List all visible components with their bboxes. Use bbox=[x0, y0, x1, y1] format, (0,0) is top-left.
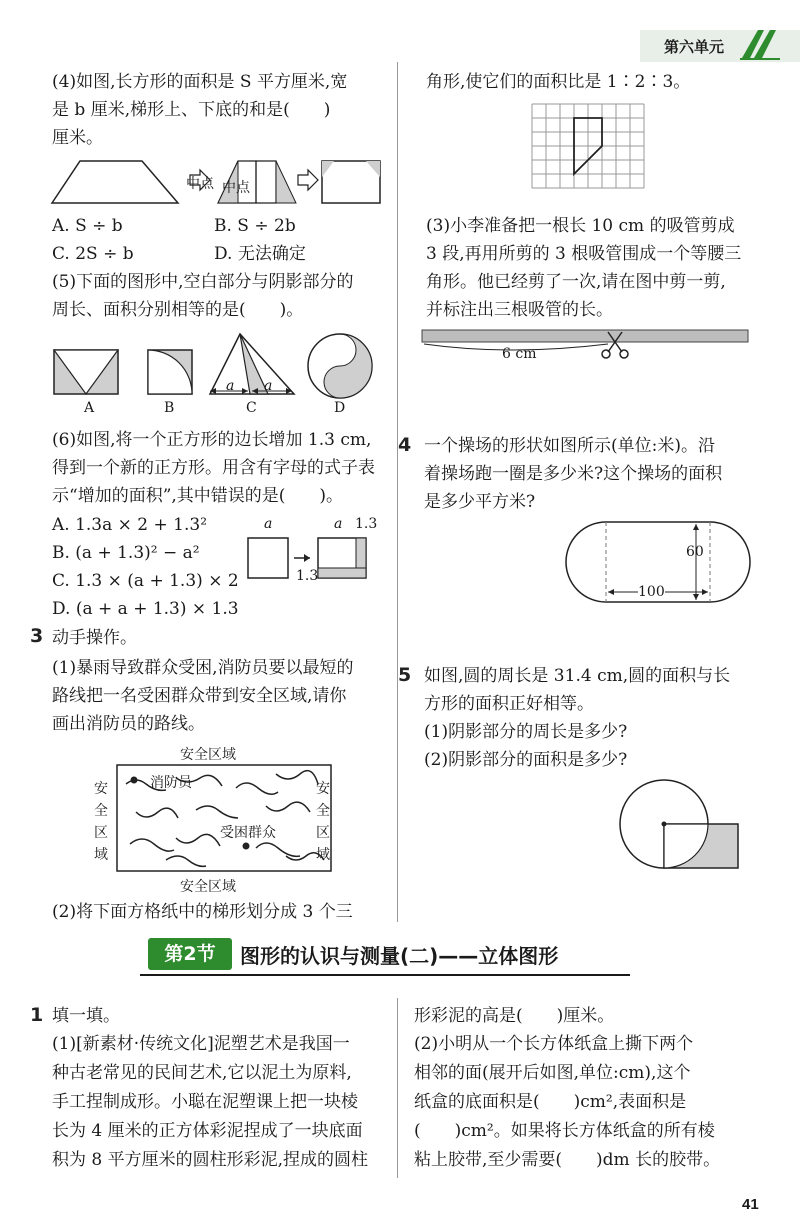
section-3-title: 动手操作。 bbox=[52, 628, 137, 648]
bottom-q2-line2: 相邻的面(展开后如图,单位:cm),这个 bbox=[414, 1063, 691, 1083]
page-number: 41 bbox=[742, 1196, 759, 1213]
bottom-q1-line4: 长为 4 厘米的正方体彩泥捏成了一块底面 bbox=[52, 1121, 363, 1141]
bottom-column-divider bbox=[397, 998, 398, 1178]
q4-line3: 厘米。 bbox=[52, 128, 103, 148]
q6-line2: 得到一个新的正方形。用含有字母的式子表 bbox=[52, 458, 375, 478]
s5-q1: (1)阴影部分的周长是多少? bbox=[424, 722, 628, 742]
grid-paper-figure bbox=[532, 104, 648, 198]
rescue-map bbox=[116, 764, 332, 872]
q6-option-b[interactable]: B. (a + 1.3)² − a² bbox=[52, 543, 200, 563]
straw-figure bbox=[420, 328, 750, 362]
s4-line1: 一个操场的形状如图所示(单位:米)。沿 bbox=[424, 436, 715, 456]
s3-q2-line1: (2)将下面方格纸中的梯形划分成 3 个三 bbox=[52, 902, 353, 922]
q5-label-c: C bbox=[246, 400, 257, 416]
section-title: 图形的认识与测量(二)——立体图形 bbox=[240, 944, 559, 968]
q4-midpoint-label-1: 中点 bbox=[186, 176, 214, 192]
s3-q1-line1: (1)暴雨导致群众受困,消防员要以最短的 bbox=[52, 658, 354, 678]
q4-option-b[interactable]: B. S ÷ 2b bbox=[214, 216, 296, 236]
s5-line2: 方形的面积正好相等。 bbox=[424, 694, 594, 714]
unit-title: 第六单元 bbox=[664, 38, 725, 56]
bottom-q1-line1: (1)[新素材·传统文化]泥塑艺术是我国一 bbox=[52, 1034, 350, 1054]
bottom-q1-continuation: 形彩泥的高是( )厘米。 bbox=[414, 1006, 615, 1026]
s4-line2: 着操场跑一圈是多少米?这个操场的面积 bbox=[424, 464, 723, 484]
s3-q1-line3: 画出消防员的路线。 bbox=[52, 714, 205, 734]
bottom-q2-line4: ( )cm²。如果将长方体纸盒的所有棱 bbox=[414, 1121, 715, 1141]
q4-midpoint-label-2: 中点 bbox=[222, 180, 250, 196]
q5-seg-label-1: a bbox=[226, 378, 235, 394]
q4-line2: 是 b 厘米,梯形上、下底的和是( ) bbox=[52, 100, 331, 120]
q5-label-b: B bbox=[164, 400, 175, 416]
q6-line1: (6)如图,将一个正方形的边长增加 1.3 cm, bbox=[52, 430, 372, 450]
bottom-section-1-number: 1 bbox=[30, 1004, 44, 1026]
q6-side-13-left: 1.3 bbox=[296, 568, 319, 584]
q4-trapezoid-figure bbox=[50, 155, 380, 210]
q4-option-a[interactable]: A. S ÷ b bbox=[52, 216, 123, 236]
q6-side-a-1: a bbox=[264, 516, 273, 532]
straw-length-label: 6 cm bbox=[502, 346, 537, 362]
bottom-q1-line3: 手工捏制成形。小聪在泥塑课上把一块棱 bbox=[52, 1092, 358, 1112]
q5-label-d: D bbox=[334, 400, 346, 416]
q5-line2: 周长、面积分别相等的是( )。 bbox=[52, 300, 304, 320]
q6-option-d[interactable]: D. (a + a + 1.3) × 1.3 bbox=[52, 599, 239, 619]
q6-line3: 示“增加的面积”,其中错误的是( )。 bbox=[52, 486, 344, 506]
q3-line1: (3)小李准备把一根长 10 cm 的吸管剪成 bbox=[426, 216, 735, 236]
s3-q1-line2: 路线把一名受困群众带到安全区域,请你 bbox=[52, 686, 347, 706]
track-height-label: 60 bbox=[686, 544, 704, 560]
s5-line1: 如图,圆的周长是 31.4 cm,圆的面积与长 bbox=[424, 666, 731, 686]
bottom-q2-line1: (2)小明从一个长方体纸盒上撕下两个 bbox=[414, 1034, 694, 1054]
section-badge: 第2节 bbox=[148, 938, 232, 970]
bottom-q1-line2: 种古老常见的民间艺术,它以泥土为原料, bbox=[52, 1063, 352, 1083]
column-divider bbox=[397, 62, 398, 922]
circle-rectangle-figure bbox=[618, 778, 742, 872]
q5-seg-label-2: a bbox=[264, 378, 273, 394]
unit-logo-icon bbox=[740, 26, 780, 60]
q6-side-13-top: 1.3 bbox=[355, 516, 378, 532]
q3-line3: 角形。他已经剪了一次,请在图中剪一剪, bbox=[426, 272, 726, 292]
q4-line1: (4)如图,长方形的面积是 S 平方厘米,宽 bbox=[52, 72, 348, 92]
q6-side-a-2: a bbox=[334, 516, 343, 532]
q4-option-d[interactable]: D. 无法确定 bbox=[214, 244, 306, 264]
q3-line4: 并标注出三根吸管的长。 bbox=[426, 300, 613, 320]
section-4-number: 4 bbox=[398, 434, 412, 456]
bottom-q2-line5: 粘上胶带,至少需要( )dm 长的胶带。 bbox=[414, 1150, 721, 1170]
s5-q2: (2)阴影部分的面积是多少? bbox=[424, 750, 628, 770]
map-right-label: 安全区域 bbox=[316, 781, 330, 863]
track-width-label: 100 bbox=[638, 584, 665, 600]
section-5-number: 5 bbox=[398, 664, 412, 686]
q5-label-a: A bbox=[84, 400, 95, 416]
map-left-label: 安全区域 bbox=[94, 781, 108, 863]
q5-dimension-arrows bbox=[208, 386, 294, 396]
map-firefighter-label: 消防员 bbox=[150, 775, 192, 791]
q6-option-c[interactable]: C. 1.3 × (a + 1.3) × 2 bbox=[52, 571, 239, 591]
s4-line3: 是多少平方米? bbox=[424, 492, 536, 512]
section-3-number: 3 bbox=[30, 625, 44, 647]
q5-line1: (5)下面的图形中,空白部分与阴影部分的 bbox=[52, 272, 354, 292]
q6-option-a[interactable]: A. 1.3a × 2 + 1.3² bbox=[52, 515, 208, 535]
bottom-q2-line3: 纸盒的底面积是( )cm²,表面积是 bbox=[414, 1092, 687, 1112]
q3-line2: 3 段,再用所剪的 3 根吸管围成一个等腰三 bbox=[426, 244, 742, 264]
map-crowd-label: 受困群众 bbox=[220, 825, 276, 841]
q4-option-c[interactable]: C. 2S ÷ b bbox=[52, 244, 134, 264]
map-bottom-label: 安全区域 bbox=[180, 879, 236, 895]
scissors-icon bbox=[600, 330, 630, 360]
bottom-section-1-title: 填一填。 bbox=[52, 1006, 120, 1026]
map-top-label: 安全区域 bbox=[180, 747, 236, 763]
bottom-q1-line5: 积为 8 平方厘米的圆柱形彩泥,捏成的圆柱 bbox=[52, 1150, 369, 1170]
q2-continuation: 角形,使它们的面积比是 1∶2∶3。 bbox=[426, 72, 691, 92]
